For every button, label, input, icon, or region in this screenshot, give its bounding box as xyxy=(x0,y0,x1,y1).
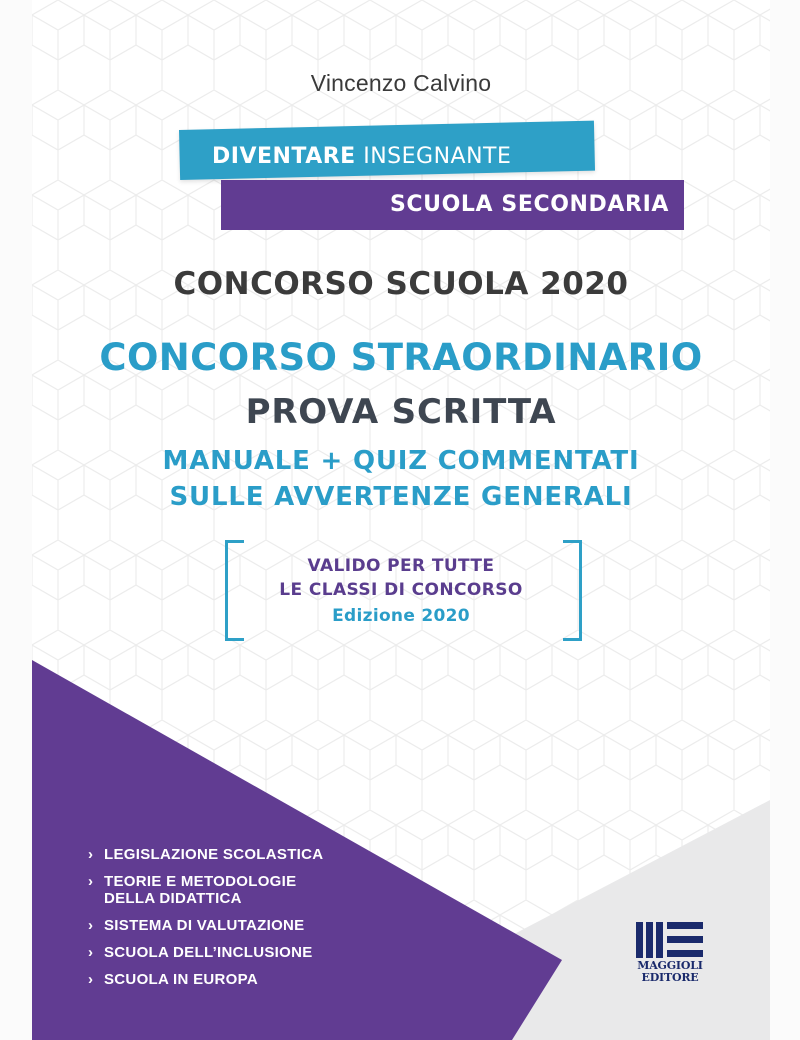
description-line-1: MANUALE + QUIZ COMMENTATI xyxy=(162,446,640,476)
topic-item xyxy=(88,971,323,988)
topic-label: SCUOLA DELL’INCLUSIONE xyxy=(104,944,313,961)
author-name: Vincenzo Calvino xyxy=(310,70,492,96)
main-title: CONCORSO STRAORDINARIO xyxy=(99,336,703,379)
topic-label: LEGISLAZIONE SCOLASTICA xyxy=(104,846,324,863)
publisher-line-1: MAGGIOLI xyxy=(637,959,703,972)
cover-front xyxy=(32,0,770,1040)
validity-line-2: LE CLASSI DI CONCORSO xyxy=(279,580,523,600)
publisher-name xyxy=(627,960,713,984)
chevron-right-icon: › xyxy=(88,873,94,890)
series-title-bold: DIVENTARE xyxy=(212,144,356,169)
contest-year-heading: CONCORSO SCUOLA 2020 xyxy=(173,266,629,302)
subtitle: PROVA SCRITTA xyxy=(245,392,557,432)
validity-line-1: VALIDO PER TUTTE xyxy=(307,556,495,576)
topic-item xyxy=(88,917,323,934)
chevron-right-icon: › xyxy=(88,944,94,961)
topic-label: SCUOLA IN EUROPA xyxy=(104,971,258,988)
topic-label: SISTEMA DI VALUTAZIONE xyxy=(104,917,305,934)
topic-item xyxy=(88,944,323,961)
edition-label: Edizione 2020 xyxy=(332,606,470,626)
publisher-line-2: EDITORE xyxy=(641,971,699,984)
topics-list xyxy=(88,846,323,998)
topic-label: TEORIE E METODOLOGIE xyxy=(104,873,297,890)
chevron-right-icon: › xyxy=(88,971,94,988)
topic-item xyxy=(88,873,323,907)
description-line-2: SULLE AVVERTENZE GENERALI xyxy=(169,482,633,512)
series-title-light: INSEGNANTE xyxy=(363,144,512,169)
chevron-right-icon: › xyxy=(88,917,94,934)
topic-label-line-2: DELLA DIDATTICA xyxy=(104,890,242,907)
level-title: SCUOLA SECONDARIA xyxy=(389,192,669,217)
topic-item xyxy=(88,846,323,863)
chevron-right-icon: › xyxy=(88,846,94,863)
